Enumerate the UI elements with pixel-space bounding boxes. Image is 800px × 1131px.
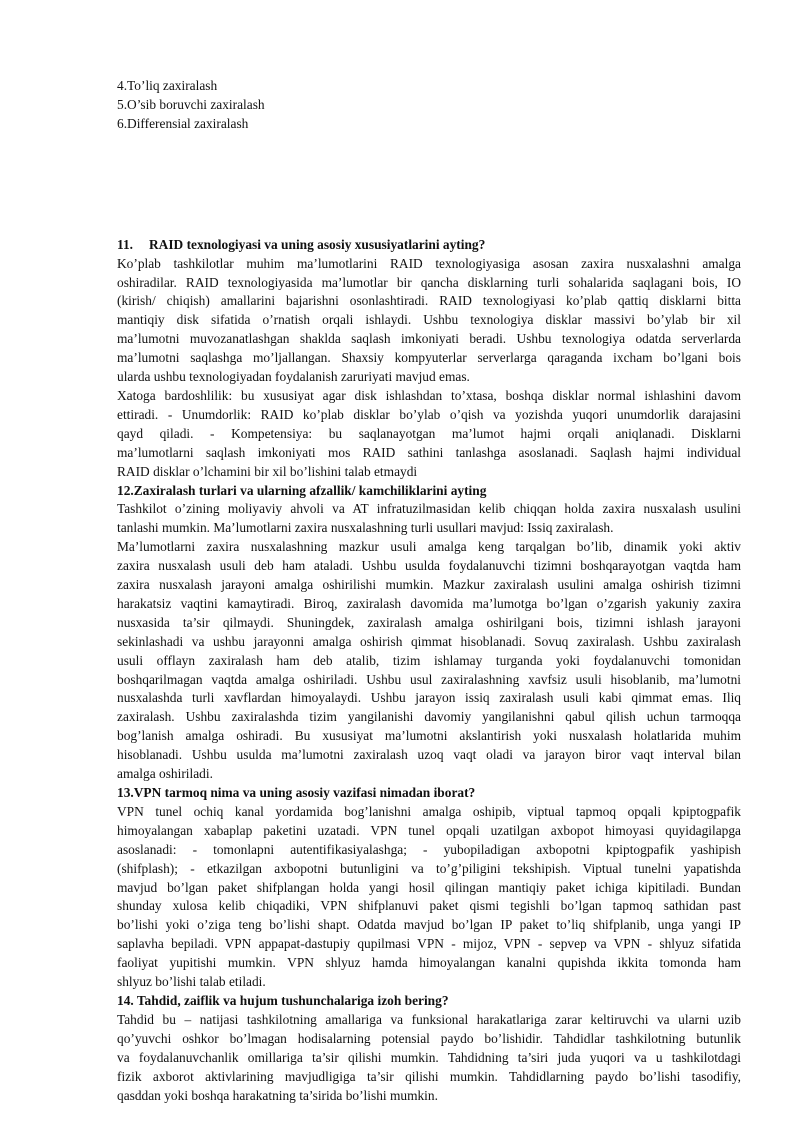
section-raid xyxy=(117,236,741,482)
paragraph-line: mavjud bo’lgan paket shifplangan holda yangi hosil qilingan mantiqiy paket ichiga kipitiladi. Bundan xyxy=(117,879,741,895)
list-item: 5.O’sib boruvchi zaxiralash xyxy=(117,96,265,112)
paragraph-line: va foydalanuvchanlik omillariga ta’sir qilishi mumkin. Tahdidning ta’siri juda yuqori va u tashkilotdagi xyxy=(117,1049,741,1065)
paragraph-line: hisoblanadi. Ushbu usulda ma’lumotni zaxiralash uzoq vaqt oladi va jarayon biror vaqt interval bilan xyxy=(117,747,741,763)
section-title: RAID texnologiyasi va uning asosiy xususiyatlarini ayting? xyxy=(149,236,486,252)
paragraph-line: Tahdid bu – natijasi tashkilotning amallariga va funksional harakatlariga zarar keltiruvchi va ularni uzib xyxy=(117,1011,741,1027)
paragraph-line: faoliyat yupitishi mumkin. VPN shlyuz hamda himoyalangan kanalni qupishda ikkita tomonda ham xyxy=(117,955,741,971)
paragraph-line: mantiqiy disk sifatida o’rnatish orqali ishlaydi. Ushbu texnologiya disklar massivi bo’ylab bir xil xyxy=(117,312,741,328)
paragraph-line: Ko’plab tashkilotlar muhim ma’lumotlarini RAID texnologiyasiga asosan zaxira nusxalashni amalga xyxy=(117,255,741,271)
paragraph-line: (shifplash); - etkazilgan axbopotni butunligini va to’g’piligini tekshipish. Viptual tunelni yapatishda xyxy=(117,860,741,876)
paragraph-line: zaxira nusxalash usuli deb ham ataladi. Ushbu usulda foydalanuvchi tizimni boshqarayotgan vaqtda ham xyxy=(117,558,741,574)
paragraph-line: boshqarilmagan vaqtda amalga oshiriladi. Ushbu usul zaxiralashning xavfsiz usuli hisoblanib, ma’lumotni xyxy=(117,671,741,687)
section-heading xyxy=(117,784,741,803)
section-title: VPN tarmoq nima va uning asosiy vazifasi nimadan iborat? xyxy=(133,785,476,800)
paragraph-line: Ma’lumotlarni zaxira nusxalashning mazkur usuli amalga keng tarqalgan bo’lib, dinamik yoki aktiv xyxy=(117,539,741,555)
section-number: 11. xyxy=(117,236,133,252)
paragraph-line: fizik axborot aktivlarining mavjudligiga ta’sir qilishi mumkin. Tahdidlarning paydo bo’lishi tasodifiy, xyxy=(117,1068,741,1084)
paragraph-line: usuli offlayn zaxiralash ham deb atalib, tizim ishlamay turganda yoki foydalanuvchi tomonidan xyxy=(117,652,741,668)
section-backup-types xyxy=(117,482,741,785)
section-heading xyxy=(117,482,741,501)
paragraph-line: bog’lanish amalga oshiradi. Bu xususiyat ma’lumotni akslantirish yoki nusxalash holatlarida muhim xyxy=(117,728,741,744)
section-heading xyxy=(117,992,741,1011)
paragraph-line: ularda ushbu texnologiyadan foydalanish zaruriyati mavjud emas. xyxy=(117,369,470,385)
paragraph-line: RAID disklar o’lchamini bir xil bo’lishini talab etmaydi xyxy=(117,463,418,479)
paragraph-line: qayd qiladi. - Kompetensiya: bu saqlanayotgan ma’lumot hajmi orqali aniqlanadi. Disklarni xyxy=(117,425,741,441)
backup-types-list xyxy=(117,77,741,134)
paragraph-line: shlyuz bo’lishi talab etiladi. xyxy=(117,974,266,990)
paragraph-line: ma’lumotlarni saqlash imkoniyati mos RAID sathini tanlashga asoslanadi. Saqlash hajmi individual xyxy=(117,444,741,460)
paragraph-line: zaxira nusxalash jarayoni amalga oshirilishi mumkin. Mazkur zaxiralash usulini amalga oshirish tizimni xyxy=(117,577,741,593)
spacer xyxy=(117,134,741,236)
paragraph-line: qo’yuvchi oshkor bo’lmagan hodisalarning potensial paydo bo’lishidir. Tahdidlar tashkilotning butunlik xyxy=(117,1030,741,1046)
paragraph-line: saplavha bepiladi. VPN appapat-dastupiy qupilmasi VPN - mijoz, VPN - sepvep va VPN - shlyuz sifatida xyxy=(117,936,741,952)
section-title: Tahdid, zaiflik va hujum tushunchalariga izoh bering? xyxy=(136,992,449,1008)
paragraph-line: Xatoga bardoshlilik: bu xususiyat agar disk ishlashdan to’xtasa, boshqa disklar normal ishlashini davom xyxy=(117,387,741,403)
paragraph-line: qasddan yoki boshqa harakatning ta’sirida bo’lishi mumkin. xyxy=(117,1087,438,1103)
list-item: 4.To’liq zaxiralash xyxy=(117,78,218,93)
paragraph-line: harakatsiz vaqtini kamaytiradi. Biroq, zaxiralash davomida ma’lumotga bo’lgan o’zgarish yakuniy zaxira xyxy=(117,595,741,611)
section-vpn xyxy=(117,784,741,992)
paragraph-line: zaxiralash. Ushbu zaxiralashda tizim yangilanishi davomiy yangilanishni qabul qilish uchun tarmoqqa xyxy=(117,709,741,725)
paragraph-line: oshiradilar. RAID texnologiyasida ma’lumotlar bir qancha disklarning turli sohalarida saqlagani bois, IO xyxy=(117,274,741,290)
section-threats xyxy=(117,992,741,1105)
paragraph-line: bo’lishi yoki o’ziga teng bo’lishi shapt. Odatda mavjud bo’lgan IP paket to’liq shifplanib, unga yangi IP xyxy=(117,917,741,933)
paragraph-line: VPN tunel ochiq kanal yordamida bog’lanishni amalga oshipib, viptual tapmoq opqali kpiptogpafik xyxy=(117,803,741,819)
paragraph-line: nusxalashda turli xavflardan himoyalaydi. Ushbu jarayon issiq zaxiralash usuli kabi qimmat emas. Iliq xyxy=(117,690,741,706)
section-heading xyxy=(117,236,741,255)
paragraph-line: himoyalangan xabaplap paketini uzatadi. VPN tunel opqali uzatilgan axbopot himoyasi quyidagilapga xyxy=(117,822,741,838)
paragraph-line: ettiradi. - Unumdorlik: RAID ko’plab disklar bo’ylab o’qish va yozishda yuqori unumdorlik darajasini xyxy=(117,406,741,422)
section-title: Zaxiralash turlari va ularning afzallik/ kamchiliklarini ayting xyxy=(133,482,487,498)
paragraph-line: (kirish/ chiqish) amallarini bajarishni osonlashtiradi. RAID texnologiyasi ko’plab qattiq disklarni bitta xyxy=(117,293,741,309)
section-number: 13. xyxy=(117,785,134,800)
section-number: 12. xyxy=(117,482,134,498)
paragraph-line: sekinlashadi va ushbu jarayonni amalga oshirish qimmat hisoblanadi. Sovuq zaxiralash. Ushbu zaxiralash xyxy=(117,633,741,649)
paragraph-line: asoslanadi: - tomonlapni autentifikasiyalashga; - yubopiladigan axbopotni kpiptogpafik yashipish xyxy=(117,841,741,857)
paragraph-line: ma’lumotni muvozanatlashgan shaklda saqlash imkoniyati beradi. Ushbu texnologiya odatda serverlarda xyxy=(117,331,741,347)
paragraph-line: Tashkilot o’zining moliyaviy ahvoli va AT infratuzilmasidan kelib chiqqan holda zaxira nusxalash usulini xyxy=(117,501,741,517)
paragraph-line: shunday xulosa kelib chiqadiki, VPN shifplanuvi paket qismi tegishli bo’lgan tapmoq sathidan past xyxy=(117,898,741,914)
paragraph-line: amalga oshiriladi. xyxy=(117,766,213,782)
section-number: 14. xyxy=(117,992,134,1008)
paragraph-line: ma’lumotni saqlashga mo’ljallangan. Shaxsiy kompyuterlar serverlarga qaraganda ixcham bo’lgani bois xyxy=(117,350,741,366)
paragraph-line: nusxasida ta’sir qilmaydi. Shuningdek, zaxiralash amalga oshirilgani bois, tizimni ishlash jarayoni xyxy=(117,614,741,630)
paragraph-line: tanlashi mumkin. Ma’lumotlarni zaxira nusxalashning turli usullari mavjud: Issiq zaxiralash. xyxy=(117,520,614,536)
document-page xyxy=(117,77,741,1105)
list-item: 6.Differensial zaxiralash xyxy=(117,115,249,131)
